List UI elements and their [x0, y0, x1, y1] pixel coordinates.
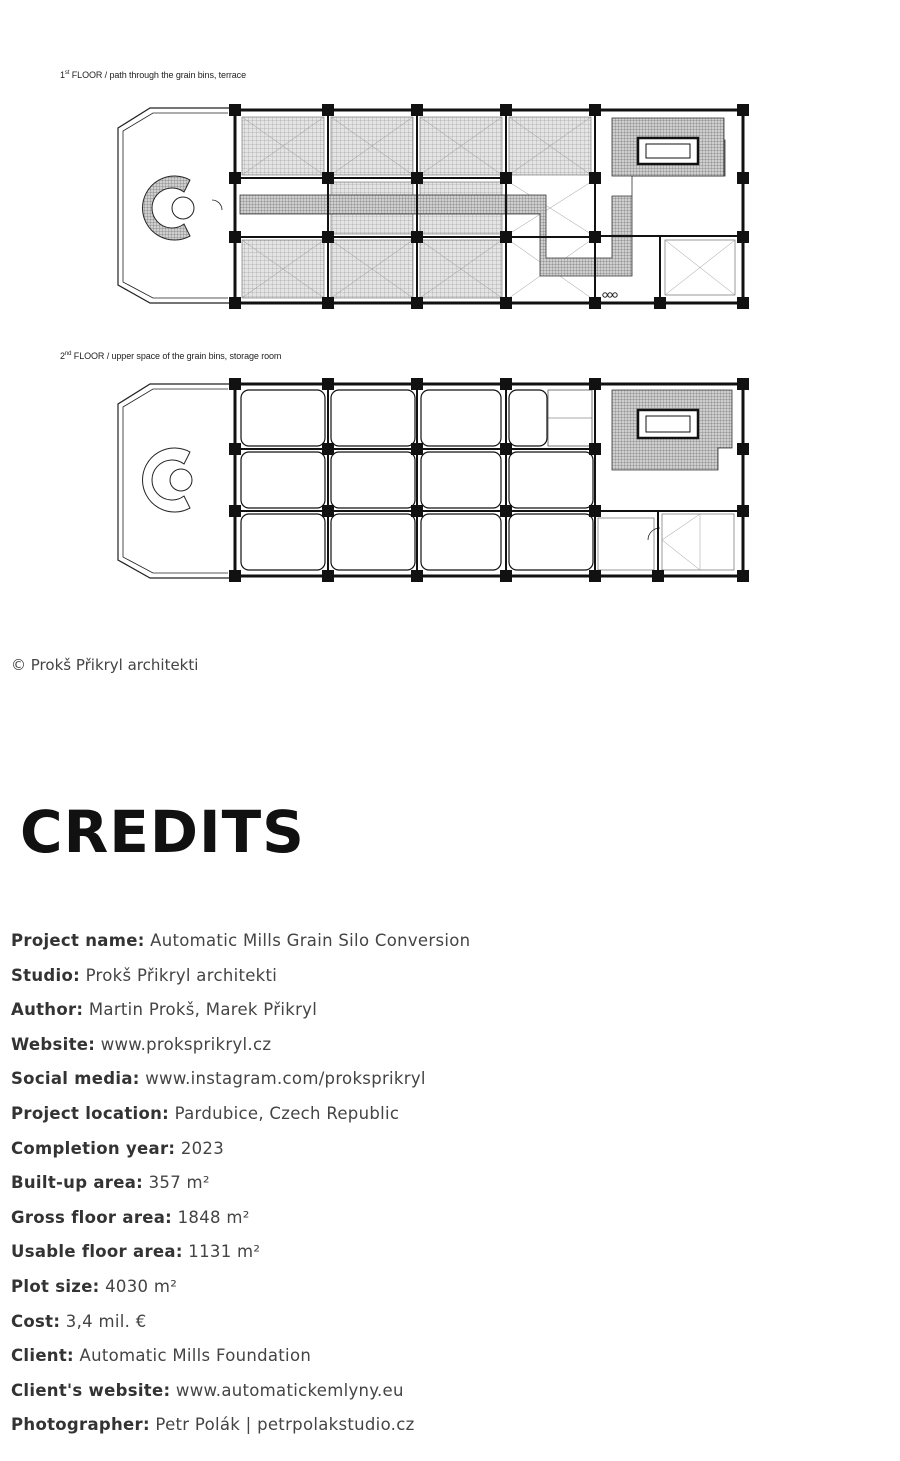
credit-row	[11, 928, 470, 963]
credit-label: Plot size:	[11, 1276, 100, 1296]
credit-row	[11, 1412, 470, 1447]
credit-value: Petr Polák | petrpolakstudio.cz	[149, 1415, 415, 1435]
credit-label: Project name:	[11, 931, 145, 950]
credit-label: Client:	[11, 1346, 74, 1366]
credit-value: www.instagram.com/proksprikryl	[139, 1069, 426, 1089]
credit-row	[11, 1205, 470, 1240]
floor-plan-drawings	[0, 0, 900, 630]
credit-row	[11, 1136, 470, 1171]
credit-label: Gross floor area:	[11, 1207, 173, 1227]
credit-value: 1131 m²	[182, 1242, 261, 1262]
credit-label: Photographer:	[11, 1415, 150, 1435]
floor1-plan	[118, 104, 749, 309]
credit-row	[11, 1274, 470, 1309]
credit-value: Prokš Přikryl architekti	[80, 965, 278, 985]
credit-label: Cost:	[11, 1311, 61, 1331]
credit-value: Pardubice, Czech Republic	[169, 1103, 400, 1123]
credit-value: Martin Prokš, Marek Přikryl	[83, 1000, 318, 1020]
credit-label: Completion year:	[11, 1138, 176, 1158]
credit-row	[11, 963, 470, 998]
credit-row	[11, 1032, 470, 1067]
credit-label: Usable floor area:	[11, 1242, 183, 1262]
credit-label: Social media:	[11, 1069, 140, 1089]
credit-row	[11, 1343, 470, 1378]
credit-row	[11, 1309, 470, 1344]
credit-row	[11, 1170, 470, 1205]
credit-value: 357 m²	[143, 1173, 210, 1193]
image-copyright: © Prokš Přikryl architekti	[11, 656, 199, 674]
credit-value: 2023	[175, 1138, 225, 1158]
floor2-caption: 2nd FLOOR / upper space of the grain bins, storage room	[60, 351, 282, 361]
credit-label: Project location:	[11, 1103, 170, 1123]
credit-value: www.automatickemlyny.eu	[170, 1380, 404, 1400]
floor2-plan	[118, 378, 749, 582]
credit-value: www.proksprikryl.cz	[95, 1034, 272, 1054]
floor-plans-figure	[0, 0, 900, 630]
credit-label: Website:	[11, 1034, 96, 1054]
credit-value: Automatic Mills Grain Silo Conversion	[144, 931, 471, 950]
credit-value: 1848 m²	[172, 1207, 250, 1227]
credit-label: Client's website:	[11, 1380, 171, 1400]
credit-row	[11, 1066, 470, 1101]
credit-row	[11, 1378, 470, 1413]
credit-label: Built-up area:	[11, 1173, 144, 1193]
floor1-caption: 1st FLOOR / path through the grain bins, terrace	[60, 70, 246, 80]
credit-label: Author:	[11, 1000, 84, 1020]
credit-row	[11, 1101, 470, 1136]
credit-value: 3,4 mil. €	[60, 1311, 147, 1331]
credit-value: 4030 m²	[99, 1276, 178, 1296]
credit-row	[11, 1239, 470, 1274]
credit-row	[11, 997, 470, 1032]
credits-list	[11, 928, 470, 1447]
credits-heading: CREDITS	[20, 798, 305, 866]
credit-label: Studio:	[11, 965, 81, 985]
credit-value: Automatic Mills Foundation	[73, 1346, 312, 1366]
